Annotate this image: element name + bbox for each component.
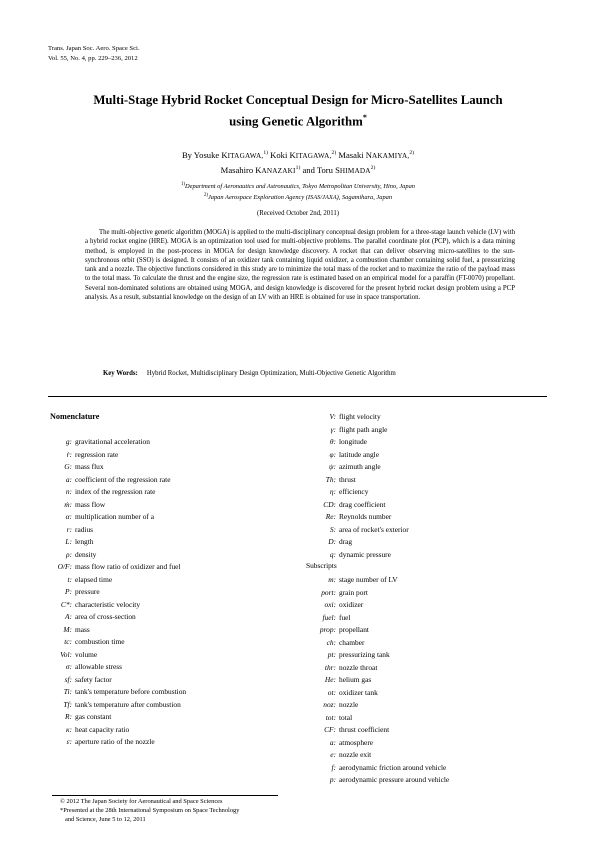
nomenclature-definition: dynamic pressure: [339, 549, 391, 559]
subscripts-heading: Subscripts: [306, 561, 337, 570]
nomenclature-entry: [248, 587, 548, 600]
nomenclature-symbol: a:: [65, 474, 72, 484]
nomenclature-symbol: α:: [65, 512, 72, 521]
nomenclature-definition: fuel: [339, 612, 351, 622]
nomenclature-definition: nozzle: [339, 700, 359, 709]
nomenclature-symbol: sf:: [64, 674, 72, 684]
nomenclature-symbol: A:: [65, 612, 72, 621]
nomenclature-definition: characteristic velocity: [75, 599, 141, 609]
nomenclature-symbol: f:: [331, 762, 336, 772]
nomenclature-symbol: Re:: [325, 512, 336, 521]
nomenclature-symbol: ot:: [327, 687, 336, 697]
nomenclature-symbol: θ:: [329, 437, 336, 446]
nomenclature-symbol: G:: [64, 462, 72, 471]
affiliation-1: $^{1)}$Department of Aeronautics and Astronautics, Tokyo Metropolitan University, Hino, Japan: [181, 182, 415, 191]
nomenclature-definition: index of the regression rate: [75, 487, 156, 496]
nomenclature-definition: thrust: [339, 474, 356, 484]
nomenclature-symbol: ṁ:: [64, 499, 72, 509]
nomenclature-definition: pressure: [75, 587, 100, 596]
nomenclature-definition: density: [75, 549, 97, 559]
nomenclature-definition: tank's temperature after combustion: [75, 699, 181, 709]
nomenclature-definition: efficiency: [339, 487, 369, 496]
nomenclature-heading: Nomenclature: [50, 412, 100, 421]
nomenclature-entry: [248, 424, 548, 437]
nomenclature-definition: atmosphere: [339, 737, 374, 747]
nomenclature-definition: nozzle exit: [339, 750, 372, 759]
nomenclature-definition: allowable stress: [75, 662, 122, 671]
keywords-text: Hybrid Rocket, Multidisciplinary Design Optimization, Multi-Objective Genetic Algorithm: [146, 370, 396, 377]
nomenclature-definition: grain port: [339, 587, 368, 597]
nomenclature-symbol: r:: [66, 524, 72, 534]
nomenclature-entry: [248, 737, 548, 750]
nomenclature-entry: [248, 599, 548, 612]
footnote-rule: [52, 795, 278, 796]
nomenclature-symbol: P:: [65, 587, 72, 596]
nomenclature-symbol: noz:: [323, 700, 336, 709]
title-line-2: using Genetic Algorithm*: [229, 113, 367, 129]
nomenclature-symbol: M:: [63, 624, 72, 634]
nomenclature-entry: [248, 637, 548, 650]
subscripts-list: [248, 574, 548, 787]
nomenclature-entry: [248, 624, 548, 637]
nomenclature-definition: drag coefficient: [339, 499, 386, 509]
nomenclature-definition: tank's temperature before combustion: [75, 687, 187, 696]
nomenclature-symbol: Tf:: [63, 699, 72, 709]
nomenclature-entry: [248, 511, 548, 524]
nomenclature-entry: [248, 474, 548, 487]
nomenclature-entry: [248, 449, 548, 462]
nomenclature-entry: [248, 536, 548, 549]
nomenclature-symbol: η:: [329, 487, 336, 496]
nomenclature-definition: area of cross-section: [75, 612, 136, 621]
author-line-1: By Yosuke KITAGAWA,$^{1)}$ Koki KITAGAWA,$^{2)}$ Masaki NAKAMIYA,$^{2)}$: [181, 149, 415, 160]
title-footnote-mark: *: [362, 113, 367, 122]
paper-title: [50, 91, 546, 130]
nomenclature-entry: [248, 749, 548, 762]
journal-name: Trans. Japan Soc. Aero. Space Sci.: [48, 45, 140, 52]
nomenclature-definition: total: [339, 712, 353, 722]
section-divider: [48, 396, 547, 397]
nomenclature-definition: volume: [75, 649, 98, 659]
nomenclature-symbol: ch:: [326, 637, 336, 647]
nomenclature-entry: [248, 612, 548, 625]
nomenclature-entry: [248, 486, 548, 499]
nomenclature-symbol: C*:: [60, 599, 72, 609]
nomenclature-symbol: He:: [324, 675, 336, 684]
journal-volume: Vol. 55, No. 4, pp. 229–236, 2012: [48, 55, 138, 62]
nomenclature-definition: length: [75, 537, 94, 546]
nomenclature-entry: [248, 699, 548, 712]
abstract: The multi-objective genetic algorithm (MOGA) is applied to the multi-disciplinary conceptual design problem for a three-stage launch vehicle (LV) with a hybrid rocket engine (HRE). MOGA is an optimization tool used for multi-objective problems. The parallel coordinate plot (PCP), which is a data mining method, is employed in the post-process in MOGA for design knowledge discovery. A rocket that can deliver observing micro-satellites to the sun-synchronous orbit (SSO) is designed. It consists of an oxidizer tank containing liquid oxidizer, a combustion chamber containing solid fuel, a pressurizing tank and a nozzle. The objective functions considered in this study are to minimize the total mass of the rocket and to maximize the ratio of the payload mass to the total mass. To calculate the thrust and the engine size, the regression rate is estimated based on an empirical model for a paraffin (FT-0070) propellant. Several non-dominated solutions are obtained using MOGA, and design knowledge is discovered for the present hybrid rocket design problem using a PCP analysis. As a result, substantial knowledge on the design of an LV with an HRE is obtained for use in space transportation.: [85, 229, 515, 301]
nomenclature-definition: aerodynamic pressure around vehicle: [339, 775, 450, 784]
nomenclature-symbol: g:: [65, 437, 72, 446]
nomenclature-definition: mass flow: [75, 499, 106, 509]
nomenclature-entry: [0, 561, 300, 574]
nomenclature-definition: radius: [75, 524, 94, 534]
copyright-note: © 2012 The Japan Society for Aeronautical and Space Sciences: [60, 798, 223, 805]
nomenclature-definition: oxidizer tank: [339, 687, 378, 697]
nomenclature-definition: aperture ratio of the nozzle: [75, 737, 155, 746]
footnotes: [60, 797, 300, 824]
nomenclature-symbol: prop:: [319, 625, 336, 634]
nomenclature-symbol: Ti:: [63, 687, 72, 696]
nomenclature-symbol: thr:: [324, 662, 336, 672]
nomenclature-symbol: κ:: [65, 724, 72, 734]
keywords-label: Key Words:: [103, 370, 138, 377]
nomenclature-definition: stage number of LV: [339, 575, 398, 584]
nomenclature-definition: multiplication number of a: [75, 512, 155, 521]
nomenclature-symbol: tot:: [325, 712, 336, 722]
nomenclature-entry: [248, 549, 548, 562]
nomenclature-entry: [248, 524, 548, 537]
affiliations: [50, 180, 546, 202]
received-date: (Received October 2nd, 2011): [256, 210, 340, 217]
nomenclature-definition: oxidizer: [339, 600, 364, 609]
nomenclature-symbol: ρ:: [65, 549, 72, 559]
nomenclature-symbol: ψ:: [328, 462, 336, 471]
nomenclature-symbol: S:: [329, 524, 336, 534]
nomenclature-definition: mass flow ratio of oxidizer and fuel: [75, 562, 181, 571]
nomenclature-definition: longitude: [339, 437, 367, 446]
presented-note-cont: and Science, June 5 to 12, 2011: [65, 816, 146, 823]
nomenclature-entry: [248, 436, 548, 449]
nomenclature-definition: latitude angle: [339, 449, 380, 459]
nomenclature-symbol: Vol:: [60, 649, 72, 659]
author-list: [50, 147, 546, 178]
nomenclature-definition: gravitational acceleration: [75, 437, 150, 446]
nomenclature-symbol: L:: [65, 537, 72, 546]
nomenclature-symbol: p:: [329, 775, 336, 784]
nomenclature-definition: elapsed time: [75, 574, 113, 584]
nomenclature-definition: mass: [75, 624, 90, 634]
nomenclature-definition: aerodynamic friction around vehicle: [339, 762, 447, 772]
nomenclature-symbol: fuel:: [322, 612, 336, 622]
nomenclature-symbol: ε:: [66, 737, 72, 746]
nomenclature-definition: propellant: [339, 625, 369, 634]
nomenclature-symbol: pt:: [327, 650, 336, 659]
keywords: [103, 369, 396, 378]
title-line-1: Multi-Stage Hybrid Rocket Conceptual Design for Micro-Satellites Launch: [93, 93, 503, 107]
nomenclature-symbol: a:: [329, 737, 336, 747]
nomenclature-entry: [248, 774, 548, 787]
nomenclature-entry: [248, 712, 548, 725]
journal-header: [48, 44, 140, 64]
nomenclature-definition: Reynolds number: [339, 512, 392, 521]
nomenclature-entry: [248, 461, 548, 474]
nomenclature-symbol: t:: [67, 574, 72, 584]
nomenclature-definition: nozzle throat: [339, 662, 378, 672]
nomenclature-entry: [248, 762, 548, 775]
nomenclature-entry: [248, 574, 548, 587]
nomenclature-symbol: tc:: [64, 637, 72, 646]
nomenclature-entry: [248, 649, 548, 662]
affiliation-2: $^{2)}$Japan Aerospace Exploration Agency (ISAS/JAXA), Sagamihara, Japan: [203, 193, 393, 202]
nomenclature-symbol: σ:: [65, 662, 72, 671]
nomenclature-definition: area of rocket's exterior: [339, 524, 409, 534]
nomenclature-definition: flight velocity: [339, 412, 381, 421]
nomenclature-entry: [248, 674, 548, 687]
nomenclature-symbol: ṙ:: [66, 449, 72, 459]
nomenclature-definition: safety factor: [75, 674, 112, 684]
nomenclature-entry: [248, 411, 548, 424]
nomenclature-symbol: γ:: [330, 424, 336, 434]
nomenclature-entry: [248, 662, 548, 675]
nomenclature-entry: [248, 724, 548, 737]
nomenclature-definition: chamber: [339, 637, 365, 647]
nomenclature-symbol: R:: [65, 712, 72, 721]
nomenclature-symbol: m:: [328, 575, 336, 584]
nomenclature-definition: regression rate: [75, 449, 119, 459]
nomenclature-symbol: Th:: [325, 474, 336, 484]
nomenclature-symbol: CF:: [324, 725, 336, 734]
nomenclature-definition: helium gas: [339, 675, 372, 684]
nomenclature-definition: gas constant: [75, 712, 112, 721]
nomenclature-symbol: e:: [330, 750, 336, 759]
nomenclature-definition: azimuth angle: [339, 462, 381, 471]
nomenclature-entry: [248, 687, 548, 700]
author-line-2: Masahiro KANAZAKI$^{1)}$ and Toru SHIMADA$^{2)}$: [220, 165, 376, 176]
nomenclature-definition: coefficient of the regression rate: [75, 474, 171, 484]
nomenclature-symbol: φ:: [329, 449, 336, 459]
nomenclature-definition: heat capacity ratio: [75, 724, 130, 734]
nomenclature-right-column: [248, 411, 548, 561]
nomenclature-symbol: V:: [329, 412, 336, 421]
nomenclature-definition: combustion time: [75, 637, 125, 646]
nomenclature-definition: pressurizing tank: [339, 650, 390, 659]
presented-note: *Presented at the 28th International Symposium on Space Technology: [60, 807, 240, 814]
nomenclature-symbol: CD:: [323, 499, 336, 509]
nomenclature-entry: [248, 499, 548, 512]
nomenclature-symbol: n:: [65, 487, 72, 496]
nomenclature-symbol: oxi:: [324, 600, 336, 609]
nomenclature-definition: drag: [339, 537, 353, 546]
nomenclature-definition: thrust coefficient: [339, 725, 390, 734]
nomenclature-symbol: port:: [321, 587, 336, 597]
nomenclature-symbol: O/F:: [57, 562, 72, 571]
nomenclature-symbol: q:: [329, 549, 336, 559]
nomenclature-definition: mass flux: [75, 462, 104, 471]
nomenclature-definition: flight path angle: [339, 424, 388, 434]
nomenclature-symbol: D:: [328, 537, 336, 546]
